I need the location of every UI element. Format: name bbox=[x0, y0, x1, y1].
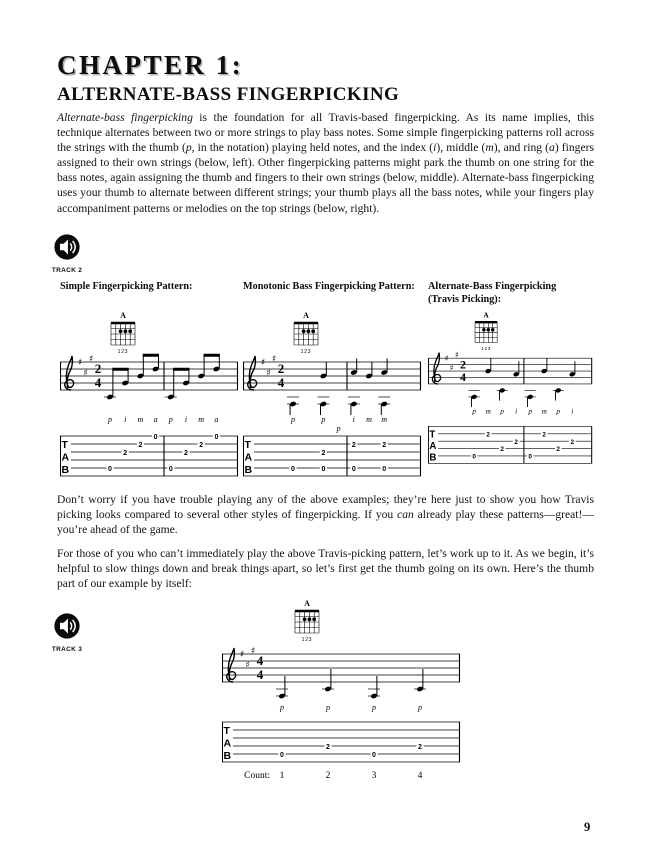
svg-text:i: i bbox=[515, 406, 518, 416]
svg-text:T: T bbox=[429, 429, 436, 441]
music-notation-travis bbox=[428, 310, 594, 469]
svg-text:B: B bbox=[61, 464, 70, 476]
dont-worry-paragraph: Don’t worry if you have trouble playing any of the above examples; they’re here just to show you how Travis picking looks compared to several other styles of fingerpicking. If you can already play these patterns—great!—you’re ahead of the game. bbox=[57, 493, 594, 537]
svg-text:T: T bbox=[61, 439, 68, 451]
speaker-icon bbox=[53, 612, 81, 640]
svg-text:p: p bbox=[556, 406, 561, 416]
svg-text:2: 2 bbox=[321, 449, 326, 457]
music-notation-simple bbox=[60, 310, 240, 482]
svg-text:A: A bbox=[483, 310, 489, 320]
example-heading-block bbox=[428, 280, 594, 310]
svg-text:B: B bbox=[244, 464, 253, 476]
svg-text:♯: ♯ bbox=[454, 349, 459, 360]
svg-text:m: m bbox=[381, 415, 388, 424]
svg-text:p: p bbox=[108, 415, 112, 424]
svg-text:♯: ♯ bbox=[444, 352, 449, 363]
svg-text:i: i bbox=[352, 415, 355, 424]
svg-text:2: 2 bbox=[556, 446, 561, 454]
svg-text:a: a bbox=[214, 415, 219, 424]
svg-text:1: 1 bbox=[279, 771, 285, 781]
music-notation-thumb-part bbox=[222, 598, 462, 786]
svg-text:2: 2 bbox=[199, 441, 204, 449]
svg-text:2: 2 bbox=[123, 449, 128, 457]
svg-text:m: m bbox=[137, 415, 144, 424]
svg-text:2: 2 bbox=[460, 357, 467, 372]
svg-text:0: 0 bbox=[280, 751, 284, 759]
music-notation-monotonic bbox=[243, 310, 423, 482]
svg-text:0: 0 bbox=[528, 453, 532, 461]
svg-text:p: p bbox=[472, 406, 476, 416]
svg-text:2: 2 bbox=[326, 743, 330, 751]
svg-text:2: 2 bbox=[382, 441, 387, 449]
svg-text:♯: ♯ bbox=[251, 646, 256, 657]
example-heading-block bbox=[243, 280, 423, 310]
svg-text:p: p bbox=[336, 424, 341, 433]
svg-text:2: 2 bbox=[277, 361, 285, 376]
svg-text:p: p bbox=[280, 703, 284, 712]
svg-text:♯: ♯ bbox=[272, 354, 277, 365]
svg-text:0: 0 bbox=[153, 433, 158, 441]
svg-text:T: T bbox=[244, 439, 251, 451]
svg-text:p: p bbox=[326, 703, 330, 712]
example-heading-line2: (Travis Picking): bbox=[428, 294, 502, 305]
thumb-part-example bbox=[222, 598, 462, 791]
page-number: 9 bbox=[584, 820, 591, 834]
svg-text:2: 2 bbox=[570, 438, 575, 446]
example-heading: Monotonic Bass Fingerpicking Pattern: bbox=[243, 281, 415, 292]
svg-text:0: 0 bbox=[472, 453, 476, 461]
svg-text:0: 0 bbox=[291, 465, 295, 473]
svg-text:A: A bbox=[303, 311, 309, 320]
svg-text:m: m bbox=[541, 406, 547, 416]
svg-text:0: 0 bbox=[351, 465, 356, 473]
svg-text:0: 0 bbox=[321, 465, 326, 473]
svg-text:0: 0 bbox=[108, 465, 112, 473]
svg-text:2: 2 bbox=[184, 449, 188, 457]
svg-text:♯: ♯ bbox=[261, 358, 266, 368]
svg-text:m: m bbox=[485, 406, 491, 416]
svg-text:a: a bbox=[153, 415, 158, 424]
chapter-title: ALTERNATE-BASS FINGERPICKING bbox=[57, 84, 400, 105]
intro-paragraph: Alternate-bass fingerpicking is the foundation for all Travis-based fingerpicking. As its name implies, this technique alternates between two or more strings to play bass notes. Some simple fingerpicking patterns roll across the strings with the thumb (p, in the notation) playing held notes, and the index (i), middle (m), and ring (a) fingers assigned to their own strings (below, left). Other fingerpicking patterns might park the thumb on one string for the bass notes, again assigning the thumb and fingers to their own strings (below, middle). Alternate-bass fingerpicking uses your thumb to alternate between different strings; your thumb plays all the bass notes, while your fingers play accompaniment patterns or melodies on the top strings (below, right). bbox=[57, 111, 594, 215]
example-simple-pattern bbox=[60, 280, 240, 487]
svg-text:A: A bbox=[429, 440, 437, 452]
track-label: TRACK 2 bbox=[51, 267, 83, 274]
example-heading: Alternate-Bass Fingerpicking bbox=[428, 281, 557, 292]
track-2-badge bbox=[49, 233, 85, 274]
svg-text:i: i bbox=[571, 406, 574, 416]
example-heading: Simple Fingerpicking Pattern: bbox=[60, 281, 193, 292]
svg-text:0: 0 bbox=[382, 465, 387, 473]
svg-text:♯: ♯ bbox=[89, 354, 94, 365]
svg-text:p: p bbox=[291, 415, 295, 424]
svg-text:4: 4 bbox=[277, 375, 285, 390]
svg-text:123: 123 bbox=[301, 637, 313, 643]
svg-text:123: 123 bbox=[117, 349, 129, 355]
svg-text:2: 2 bbox=[351, 441, 356, 449]
svg-text:0: 0 bbox=[372, 751, 376, 759]
svg-text:♯: ♯ bbox=[83, 368, 88, 379]
svg-text:2: 2 bbox=[500, 446, 504, 454]
work-up-paragraph: For those of you who can’t immediately play the above Travis-picking pattern, let’s work up to it. As we begin, it’s helpful to slow things down and break things apart, so let’s first get the thumb going on its own. Here’s the thumb part of our example by itself: bbox=[57, 547, 594, 591]
svg-text:♯: ♯ bbox=[245, 660, 250, 671]
speaker-icon bbox=[53, 233, 81, 261]
svg-text:m: m bbox=[366, 415, 372, 424]
svg-text:p: p bbox=[321, 415, 326, 424]
track-label: TRACK 3 bbox=[51, 646, 83, 653]
svg-text:A: A bbox=[244, 451, 253, 464]
svg-text:♯: ♯ bbox=[240, 650, 245, 660]
svg-text:p: p bbox=[418, 703, 422, 712]
svg-text:2: 2 bbox=[542, 431, 546, 439]
svg-text:B: B bbox=[223, 750, 232, 762]
svg-text:0: 0 bbox=[214, 433, 219, 441]
example-travis-pattern bbox=[428, 280, 594, 474]
svg-text:i: i bbox=[124, 415, 127, 424]
track-3-badge bbox=[49, 612, 85, 653]
svg-text:4: 4 bbox=[460, 370, 467, 385]
svg-text:♯: ♯ bbox=[449, 362, 454, 373]
svg-text:A: A bbox=[223, 737, 232, 750]
svg-text:2: 2 bbox=[418, 743, 422, 751]
svg-text:4: 4 bbox=[417, 771, 423, 781]
svg-text:p: p bbox=[500, 406, 504, 416]
svg-text:2: 2 bbox=[325, 771, 331, 781]
svg-text:4: 4 bbox=[256, 667, 264, 682]
svg-text:B: B bbox=[429, 452, 437, 464]
svg-text:123: 123 bbox=[481, 345, 492, 351]
svg-text:♯: ♯ bbox=[78, 358, 83, 368]
svg-text:A: A bbox=[61, 451, 70, 464]
svg-text:A: A bbox=[120, 311, 126, 320]
svg-text:p: p bbox=[372, 703, 376, 712]
svg-text:p: p bbox=[528, 406, 533, 416]
svg-text:Count:: Count: bbox=[244, 771, 270, 781]
svg-text:0: 0 bbox=[168, 465, 173, 473]
svg-text:T: T bbox=[223, 725, 230, 737]
svg-text:2: 2 bbox=[486, 431, 490, 439]
svg-text:2: 2 bbox=[514, 438, 518, 446]
svg-text:p: p bbox=[168, 415, 173, 424]
svg-text:m: m bbox=[198, 415, 205, 424]
svg-text:2: 2 bbox=[94, 361, 102, 376]
chapter-number: CHAPTER 1: bbox=[57, 50, 244, 80]
example-heading-block bbox=[60, 280, 240, 310]
svg-text:A: A bbox=[304, 599, 310, 608]
svg-text:123: 123 bbox=[300, 349, 312, 355]
svg-text:3: 3 bbox=[371, 771, 377, 781]
svg-text:2: 2 bbox=[138, 441, 143, 449]
svg-text:i: i bbox=[184, 415, 188, 424]
chapter-header bbox=[57, 50, 399, 106]
svg-text:4: 4 bbox=[94, 375, 102, 390]
svg-text:♯: ♯ bbox=[266, 368, 271, 379]
svg-text:4: 4 bbox=[256, 653, 264, 668]
example-monotonic-pattern bbox=[243, 280, 423, 487]
